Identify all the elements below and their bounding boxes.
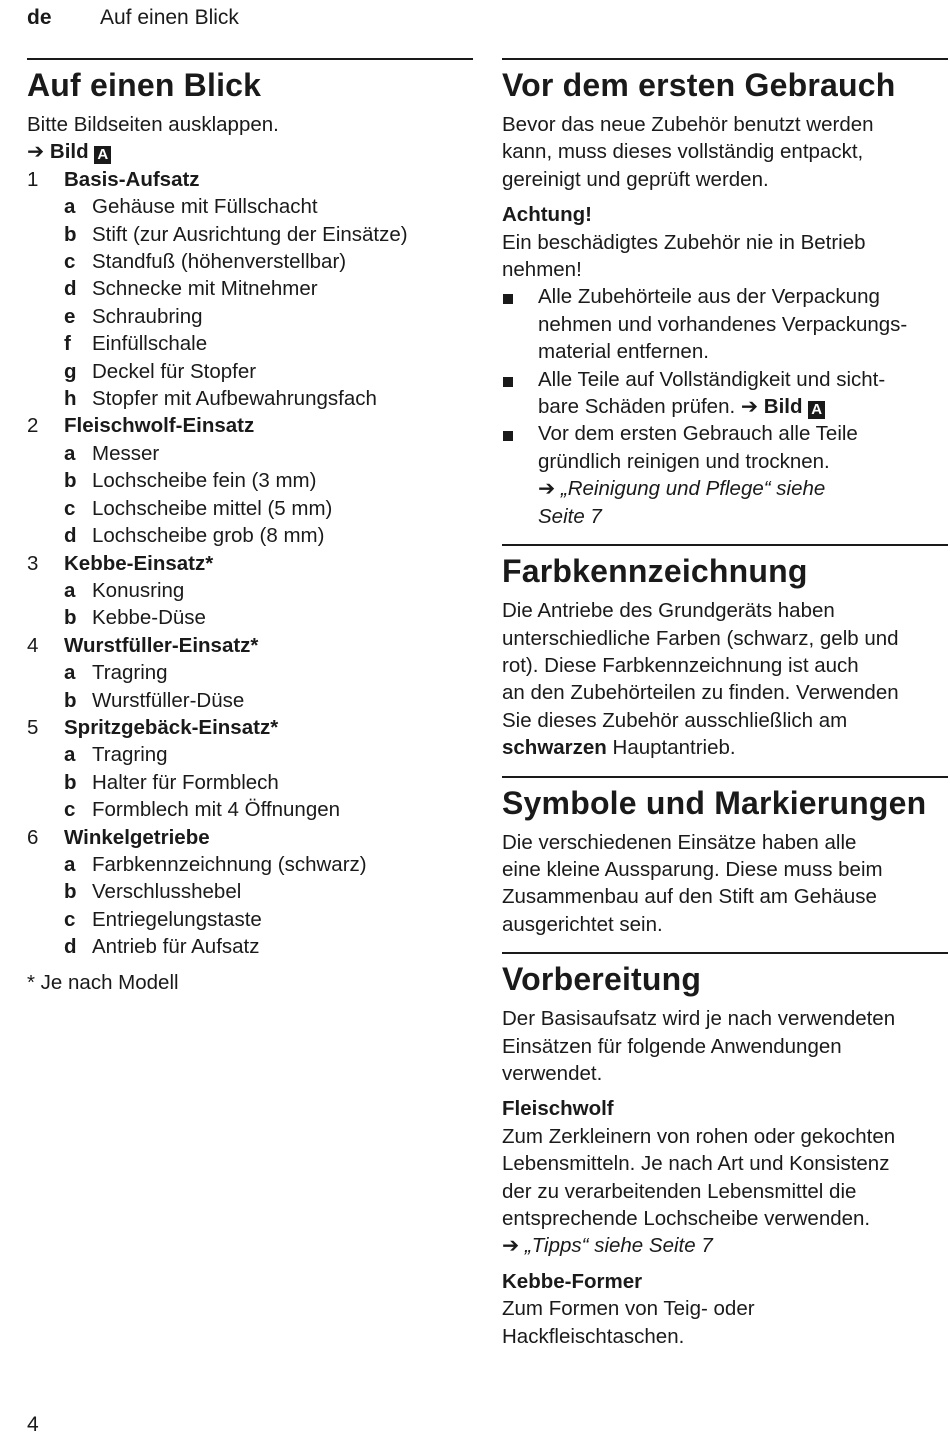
bullet-square-icon [503,377,513,387]
section-vorbereitung [502,952,948,1350]
text-line: verwendet. [502,1061,603,1085]
part-item [27,769,473,796]
item-text: Tragring [92,743,168,767]
bullet-square-icon [503,294,513,304]
item-text: Farbkennzeichnung (schwarz) [92,852,367,876]
text-line: gereinigt und geprüft werden. [502,167,769,191]
item-text: Antrieb für Aufsatz [92,935,260,959]
item-text: Lochscheibe fein (3 mm) [92,469,317,493]
text-line: Hackfleischtaschen. [502,1324,685,1348]
arrow-icon: ➔ [538,477,556,501]
reference-text: „Reinigung und Pflege“ siehe [560,477,826,501]
part-group-title [27,714,473,741]
item-letter: b [64,469,77,493]
part-number: 6 [27,825,39,849]
item-text: Verschlusshebel [92,880,242,904]
cross-reference [538,475,948,502]
left-column [27,58,473,996]
item-text: Halter für Formblech [92,770,279,794]
text-line: Lebensmitteln. Je nach Art und Konsistenz [502,1152,890,1176]
item-letter: c [64,496,76,520]
part-title: Wurstfüller-Einsatz* [64,633,259,657]
arrow-icon: ➔ [502,1234,520,1258]
item-letter: g [64,359,77,383]
parts-list [27,166,473,961]
item-letter: a [64,852,76,876]
part-item [27,906,473,933]
part-item [27,221,473,248]
text-line: Zusammenbau auf den Stift am Gehäuse [502,885,877,909]
text-span: bare Schäden prüfen. [538,395,736,419]
item-text: Einfüllschale [92,332,208,356]
text-line: kann, muss dieses vollständig entpackt, [502,140,864,164]
part-number: 1 [27,167,39,191]
item-letter: c [64,250,76,274]
part-item [27,796,473,823]
section-farbkennzeichnung [502,544,948,761]
text-line: Alle Zubehörteile aus der Verpackung [538,285,880,309]
part-item [27,248,473,275]
part-item [27,385,473,412]
language-code: de [27,6,52,29]
item-letter: b [64,880,77,904]
item-text: Stopfer mit Aufbewahrungsfach [92,387,377,411]
figure-reference [27,138,473,165]
arrow-icon: ➔ [27,140,45,164]
part-item [27,933,473,960]
figure-label: Bild [763,395,803,419]
subheading-fleischwolf: Fleischwolf [502,1097,614,1121]
item-text: Stift (zur Ausrichtung der Einsätze) [92,222,408,246]
part-title: Spritzgebäck-Einsatz* [64,715,279,739]
text-line: eine kleine Aussparung. Diese muss beim [502,857,883,881]
warning-title: Achtung! [502,203,592,227]
item-letter: b [64,606,77,630]
part-item [27,604,473,631]
item-letter: a [64,743,76,767]
part-item [27,741,473,768]
item-text: Lochscheibe grob (8 mm) [92,524,325,548]
bold-word: schwarzen [502,736,607,760]
part-number: 2 [27,414,39,438]
part-item [27,440,473,467]
item-letter: b [64,688,77,712]
item-text: Standfuß (höhenverstellbar) [92,250,347,274]
item-letter: c [64,907,76,931]
item-letter: b [64,222,77,246]
text-line: Die Antriebe des Grundgeräts haben [502,599,835,623]
figure-box-icon: A [808,401,825,419]
arrow-icon: ➔ [740,395,759,419]
text-line: Zum Zerkleinern von rohen oder gekochten [502,1124,896,1148]
item-letter: a [64,578,76,602]
part-group-title [27,824,473,851]
page-number: 4 [27,1413,39,1436]
text-line: nehmen! [502,258,582,282]
text-line: unterschiedliche Farben (schwarz, gelb und [502,626,899,650]
item-text: Konusring [92,578,185,602]
figure-label: Bild [49,140,89,164]
reference-text: „Tipps“ siehe Seite 7 [524,1234,713,1258]
section-heading: Farbkennzeichnung [502,553,808,590]
text-line: gründlich reinigen und trocknen. [538,449,830,473]
item-letter: d [64,277,77,301]
text-line: der zu verarbeitenden Lebensmittel die [502,1179,857,1203]
figure-box-icon: A [94,146,111,164]
part-group-title [27,550,473,577]
part-number: 3 [27,551,39,575]
part-group-title [27,412,473,439]
item-letter: b [64,770,77,794]
footnote: * Je nach Modell [27,970,179,994]
part-item [27,467,473,494]
running-title: Auf einen Blick [100,6,239,29]
reference-page: Seite 7 [538,504,602,528]
item-text: Tragring [92,661,168,685]
item-letter: e [64,304,76,328]
bullet-item [502,366,948,421]
text-line: Bevor das neue Zubehör benutzt werden [502,113,874,136]
item-text: Messer [92,441,160,465]
item-text: Schraubring [92,304,203,328]
item-letter: h [64,387,77,411]
section-heading: Auf einen Blick [27,67,262,103]
item-letter: a [64,195,76,219]
part-group-title [27,632,473,659]
part-number: 4 [27,633,39,657]
right-column [502,58,948,1350]
part-item [27,303,473,330]
text-line: ausgerichtet sein. [502,912,663,936]
text-line [502,734,948,761]
text-line: Zum Formen von Teig- oder [502,1297,755,1321]
subheading-kebbe-former: Kebbe-Former [502,1269,643,1293]
part-item [27,330,473,357]
part-title: Winkelgetriebe [64,825,210,849]
text-line: Einsätzen für folgende Anwendungen [502,1034,842,1058]
part-item [27,358,473,385]
item-letter: c [64,798,76,822]
part-item [27,577,473,604]
cross-reference [502,1232,948,1259]
item-text: Lochscheibe mittel (5 mm) [92,496,333,520]
text-line: Der Basisaufsatz wird je nach verwendeten [502,1007,896,1031]
item-text: Schnecke mit Mitnehmer [92,277,318,301]
part-group-title [27,166,473,193]
item-text: Wurstfüller-Düse [92,688,245,712]
part-title: Fleischwolf-Einsatz [64,414,255,438]
text-line: Vor dem ersten Gebrauch alle Teile [538,422,858,446]
item-letter: f [64,332,71,356]
text-line: rot). Diese Farbkennzeichnung ist auch [502,653,859,677]
item-letter: d [64,935,77,959]
part-title: Basis-Aufsatz [64,167,200,191]
text-span: Hauptantrieb. [606,736,736,760]
section-heading: Symbole und Markierungen [502,784,927,821]
text-line [538,393,948,420]
text-line: an den Zubehörteilen zu finden. Verwenden [502,681,899,705]
item-text: Gehäuse mit Füllschacht [92,195,318,219]
item-text: Kebbe-Düse [92,606,206,630]
section-heading: Vorbereitung [502,961,702,998]
section-heading: Vor dem ersten Gebrauch [502,67,896,103]
bullet-item [502,420,948,530]
part-number: 5 [27,715,39,739]
bullet-square-icon [503,431,513,441]
part-item [27,851,473,878]
text-line: entsprechende Lochscheibe verwenden. [502,1207,871,1230]
text-line: material entfernen. [538,340,709,364]
part-item [27,193,473,220]
part-item [27,522,473,549]
item-text: Formblech mit 4 Öffnungen [92,798,341,822]
text-line: Die verschiedenen Einsätze haben alle [502,830,857,854]
section-symbole-und-markierungen [502,776,948,939]
text-line: Alle Teile auf Vollständigkeit und sicht- [538,367,886,391]
item-letter: d [64,524,77,548]
part-item [27,659,473,686]
part-item [27,495,473,522]
item-text: Entriegelungstaste [92,907,262,931]
part-title: Kebbe-Einsatz* [64,551,214,575]
running-header [27,6,239,30]
text-line: Sie dieses Zubehör ausschließlich am [502,708,848,732]
part-item [27,878,473,905]
bullet-item [502,283,948,365]
intro-text: Bitte Bildseiten ausklappen. [27,113,279,136]
section-vor-dem-ersten-gebrauch [502,58,948,530]
text-line: nehmen und vorhandenes Verpackungs- [538,312,908,336]
item-text: Deckel für Stopfer [92,359,257,383]
text-line: Ein beschädigtes Zubehör nie in Betrieb [502,230,866,254]
item-letter: a [64,661,76,685]
part-item [27,275,473,302]
item-letter: a [64,441,76,465]
part-item [27,687,473,714]
